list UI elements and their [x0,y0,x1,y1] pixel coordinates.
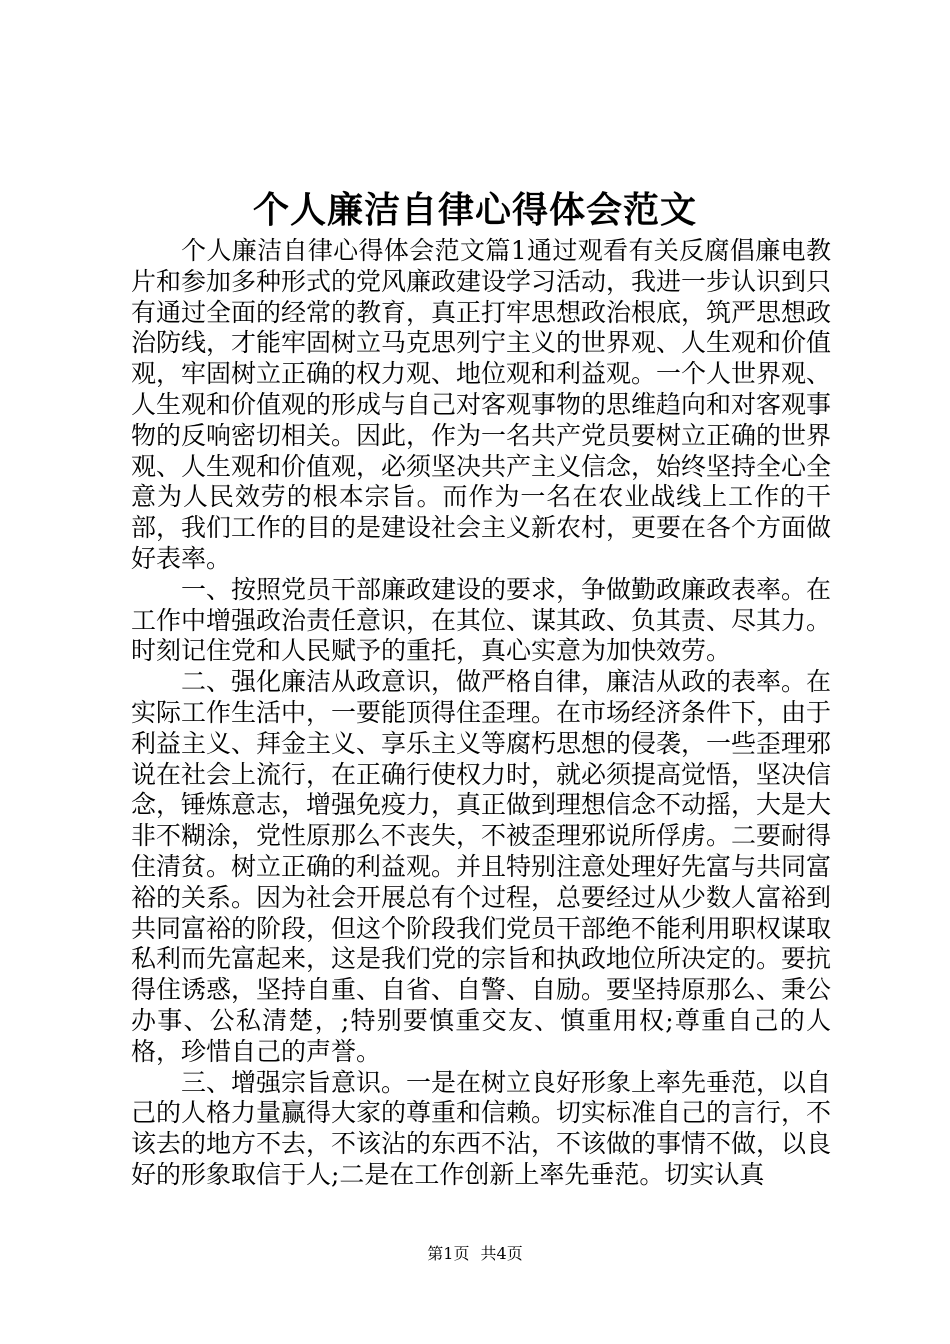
document-body [131,236,831,1191]
page-footer [0,1240,950,1268]
paragraph-point-3: 三、增强宗旨意识。一是在树立良好形象上率先垂范，以自己的人格力量赢得大家的尊重和信赖。切实标准自己的言行，不该去的地方不去，不该沾的东西不沾，不该做的事情不做，以良好的形象取信于人;二是在工作创新上率先垂范。切实认真 [131,1067,832,1189]
paragraph-point-2: 二、强化廉洁从政意识，做严格自律，廉洁从政的表率。在实际工作生活中，一要能顶得住歪理。在市场经济条件下，由于利益主义、拜金主义、享乐主义等腐朽思想的侵袭，一些歪理邪说在社会上流行，在正确行使权力时，就必须提高觉悟，坚决信念，锤炼意志，增强免疫力，真正做到理想信念不动摇，大是大非不糊涂，党性原那么不丧失，不被歪理邪说所俘虏。二要耐得住清贫。树立正确的利益观。并且特别注意处理好先富与共同富裕的关系。因为社会开展总有个过程，总要经过从少数人富裕到共同富裕的阶段，但这个阶段我们党员干部绝不能利用职权谋取私利而先富起来，这是我们党的宗旨和执政地位所决定的。要抗得住诱惑，坚持自重、自省、自警、自励。要坚持原那么、秉公办事、公私清楚，;特别要慎重交友、慎重用权;尊重自己的人格，珍惜自己的声誉。 [131,667,832,1066]
page-total: 共4页 [480,1244,523,1263]
paragraph-intro: 个人廉洁自律心得体会范文篇1通过观看有关反腐倡廉电教片和参加多种形式的党风廉政建设学习活动，我进一步认识到只有通过全面的经常的教育，真正打牢思想政治根底，筑严思想政治防线，才能牢固树立马克思列宁主义的世界观、人生观和价值观，牢固树立正确的权力观、地位观和利益观。一个人世界观、人生观和价值观的形成与自己对客观事物的思维趋向和对客观事物的反响密切相关。因此，作为一名共产党员要树立正确的世界观、人生观和价值观，必须坚决共产主义信念，始终坚持全心全意为人民效劳的根本宗旨。而作为一名在农业战线上工作的干部，我们工作的目的是建设社会主义新农村，更要在各个方面做好表率。 [131,236,832,573]
paragraph-point-1: 一、按照党员干部廉政建设的要求，争做勤政廉政表率。在工作中增强政治责任意识，在其位、谋其政、负其责、尽其力。时刻记住党和人民赋予的重托，真心实意为加快效劳。 [131,574,832,666]
document-title: 个人廉洁自律心得体会范文 [252,189,697,231]
page-number: 第1页 [427,1244,470,1263]
